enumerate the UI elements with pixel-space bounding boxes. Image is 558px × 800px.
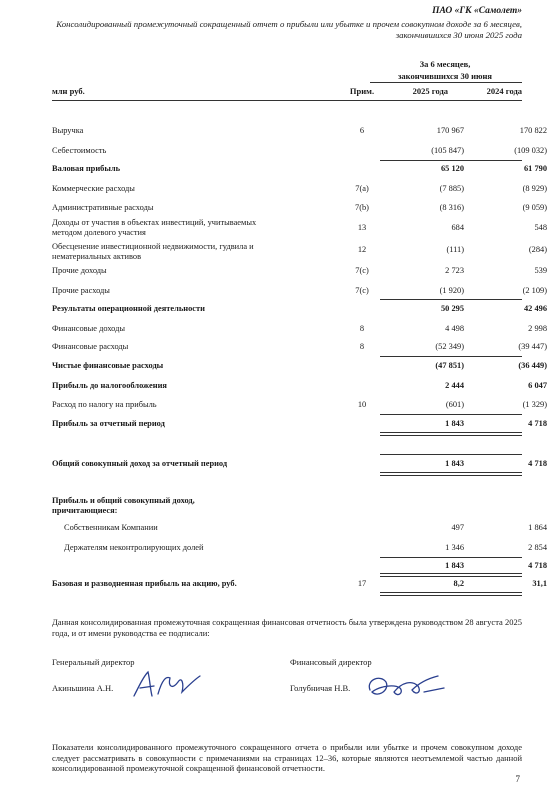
row-value-2024: (2 109): [522, 286, 547, 295]
row-label: Прочие расходы: [52, 286, 110, 295]
statement-title: Консолидированный промежуточный сокращенный отчет о прибыли или убытке и прочем совокупном доходе за 6 месяцев, закончившихся 30 июня 2025 года: [56, 19, 522, 40]
row-value-2025: 1 843: [445, 561, 464, 570]
row-label: Держателям неконтролирующих долей: [64, 543, 204, 552]
row-value-2025: (47 851): [435, 361, 464, 370]
row-value-2024: 170 822: [519, 126, 547, 135]
note-column-header: Прим.: [349, 86, 375, 96]
row-label: Результаты операционной деятельности: [52, 304, 205, 313]
ceo-title: Генеральный директор: [52, 657, 135, 667]
row-note: 10: [357, 400, 367, 409]
row-note: 7(c): [355, 286, 369, 295]
row-value-2025: 65 120: [440, 164, 464, 173]
cfo-signature: [360, 666, 456, 706]
row-note: 7(c): [355, 266, 369, 275]
subtotal-rule: [380, 557, 522, 558]
row-label: Выручка: [52, 126, 84, 135]
row-value-2025: 8,2: [453, 579, 464, 588]
row-value-2024: (109 032): [514, 146, 547, 155]
row-value-2024: 6 047: [528, 381, 547, 390]
row-value-2024: (9 059): [522, 203, 547, 212]
row-value-2025: (601): [445, 400, 464, 409]
row-value-2025: 2 723: [445, 266, 464, 275]
ceo-signature: [128, 666, 208, 706]
row-value-2024: 4 718: [528, 419, 547, 428]
company-name: ПАО «ГК «Самолет»: [432, 6, 522, 16]
subtotal-rule: [380, 414, 522, 415]
row-label: Прибыль до налогообложения: [52, 381, 167, 390]
row-value-2025: 4 498: [445, 324, 464, 333]
row-note: 12: [357, 245, 367, 254]
row-value-2025: 2 444: [445, 381, 464, 390]
row-value-2024: 1 864: [528, 523, 547, 532]
year-2024-header: 2024 года: [486, 86, 522, 96]
row-value-2024: (39 447): [518, 342, 547, 351]
row-label: Финансовые доходы: [52, 324, 126, 333]
row-value-2024: 61 790: [523, 164, 547, 173]
row-note: 7(a): [355, 184, 369, 193]
total-double-rule: [380, 432, 522, 436]
total-double-rule: [380, 472, 522, 476]
row-value-2024: (8 929): [522, 184, 547, 193]
row-label: Собственникам Компании: [64, 523, 158, 532]
row-value-2025: (1 920): [439, 286, 464, 295]
total-double-rule: [380, 592, 522, 596]
row-value-2024: 2 854: [528, 543, 547, 552]
row-note: 7(b): [355, 203, 369, 212]
row-label: Расход по налогу на прибыль: [52, 400, 157, 409]
row-value-2025: (8 316): [439, 203, 464, 212]
row-label: Коммерческие расходы: [52, 184, 135, 193]
row-label: Прибыль и общий совокупный доход, причитающиеся:: [52, 496, 195, 515]
row-value-2025: 497: [451, 523, 464, 532]
row-value-2024: 2 998: [528, 324, 547, 333]
unit-label: млн руб.: [52, 86, 85, 96]
row-value-2024: 4 718: [528, 561, 547, 570]
row-note: 8: [359, 324, 365, 333]
row-label: Прибыль за отчетный период: [52, 419, 165, 428]
row-label: Чистые финансовые расходы: [52, 361, 164, 370]
approval-statement: Данная консолидированная промежуточная сокращенная финансовая отчетность была утверждена руководством 28 августа 2025 года, и от имени руководства ее подписали:: [52, 617, 522, 638]
row-note: 13: [357, 223, 367, 232]
row-label: Общий совокупный доход за отчетный период: [52, 459, 228, 468]
row-value-2025: (111): [446, 245, 464, 254]
row-value-2024: 4 718: [528, 459, 547, 468]
row-value-2025: 1 843: [445, 419, 464, 428]
ceo-name: Акиньшина А.Н.: [52, 683, 114, 693]
row-label: Финансовые расходы: [52, 342, 129, 351]
row-label: Базовая и разводненная прибыль на акцию, руб.: [52, 579, 237, 588]
row-note: 17: [357, 579, 367, 588]
subtotal-rule: [380, 299, 522, 300]
row-note: 8: [359, 342, 365, 351]
footer-note: Показатели консолидированного промежуточного сокращенного отчета о прибыли или убытке и прочем совокупном доходе следует рассматривать в совокупности с примечаниями на страницах 12–36, которые являются неотъемлемой частью данной консолидированной промежуточной сокращенной финансовой отчетности.: [52, 742, 522, 773]
row-value-2025: 50 295: [440, 304, 464, 313]
row-label: Административные расходы: [52, 203, 154, 212]
row-label: Себестоимость: [52, 146, 107, 155]
cfo-title: Финансовый директор: [290, 657, 372, 667]
row-value-2025: 1 843: [445, 459, 464, 468]
row-note: 6: [359, 126, 365, 135]
row-value-2025: 1 346: [445, 543, 464, 552]
year-2025-header: 2025 года: [412, 86, 448, 96]
row-value-2025: (105 847): [431, 146, 464, 155]
page-number: 7: [515, 774, 520, 784]
subtotal-rule: [380, 160, 522, 161]
subtotal-rule: [380, 356, 522, 357]
row-label: Доходы от участия в объектах инвестиций, учитываемых методом долевого участия: [52, 218, 257, 237]
header-rule: [52, 100, 522, 101]
row-label: Обесценение инвестиционной недвижимости, гудвила и нематериальных активов: [52, 242, 254, 261]
row-value-2024: (36 449): [518, 361, 547, 370]
row-value-2024: 548: [534, 223, 547, 232]
row-value-2025: (52 349): [435, 342, 464, 351]
subtotal-rule: [380, 454, 522, 455]
row-value-2025: 684: [451, 223, 464, 232]
row-value-2024: 42 496: [523, 304, 547, 313]
row-value-2024: 31,1: [532, 579, 547, 588]
period-heading-2: закончившихся 30 июня: [398, 71, 492, 81]
row-value-2024: (284): [528, 245, 547, 254]
row-label: Прочие доходы: [52, 266, 107, 275]
cfo-name: Голубничая Н.В.: [290, 683, 351, 693]
period-heading-1: За 6 месяцев,: [419, 59, 471, 69]
row-value-2025: 170 967: [436, 126, 464, 135]
total-double-rule: [380, 573, 522, 577]
row-label: Валовая прибыль: [52, 164, 121, 173]
row-value-2025: (7 885): [439, 184, 464, 193]
row-value-2024: 539: [534, 266, 547, 275]
period-heading-rule: [370, 82, 522, 83]
row-value-2024: (1 329): [522, 400, 547, 409]
